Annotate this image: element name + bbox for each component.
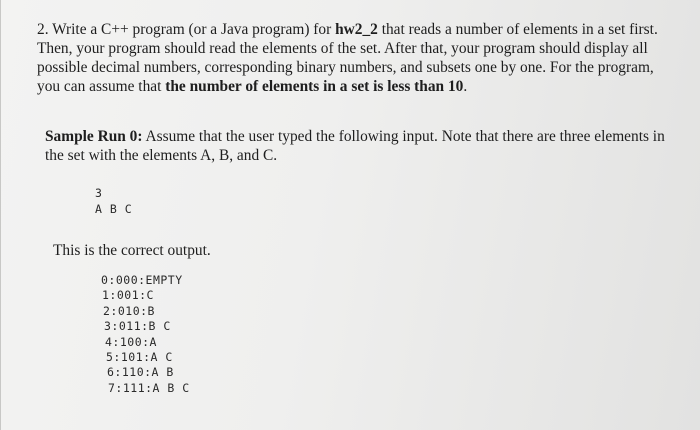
output-line: 4:100:A <box>105 334 157 349</box>
problem-text-3: . <box>463 78 468 95</box>
input-line: A B C <box>95 202 133 216</box>
program-name: hw2_2 <box>335 21 378 38</box>
sample-run-text: Assume that the user typed the following input. Note that there are three elements in the set with the elements A, B, and C. <box>45 128 665 164</box>
output-line: 5:101:A C <box>106 349 173 364</box>
set-size-constraint: the number of elements in a set is less than 10 <box>165 78 464 95</box>
sample-run-label: Sample Run 0: <box>45 128 143 145</box>
problem-text-2: that reads a number of elements in a set first. Then, your program should read the elements of the set. After that, your program should display all possible decimal numbers, corresponding binary numbers, and subsets one by one. For the program, you can assume that <box>37 21 658 95</box>
output-line: 6:110:A B <box>107 365 174 380</box>
output-label: This is the correct output. <box>53 242 211 259</box>
output-line: 1:001:C <box>102 288 154 303</box>
output-line: 3:011:B C <box>104 319 171 334</box>
sample-run-intro <box>45 127 665 165</box>
input-line: 3 <box>95 186 103 200</box>
problem-text-1: 2. Write a C++ program (or a Java program) for <box>37 21 336 38</box>
output-line: 7:111:A B C <box>108 380 190 395</box>
output-line: 0:000:EMPTY <box>101 273 183 287</box>
sample-output <box>101 273 190 396</box>
output-line: 2:010:B <box>103 303 155 318</box>
problem-statement <box>37 20 667 96</box>
sample-input <box>95 185 132 217</box>
